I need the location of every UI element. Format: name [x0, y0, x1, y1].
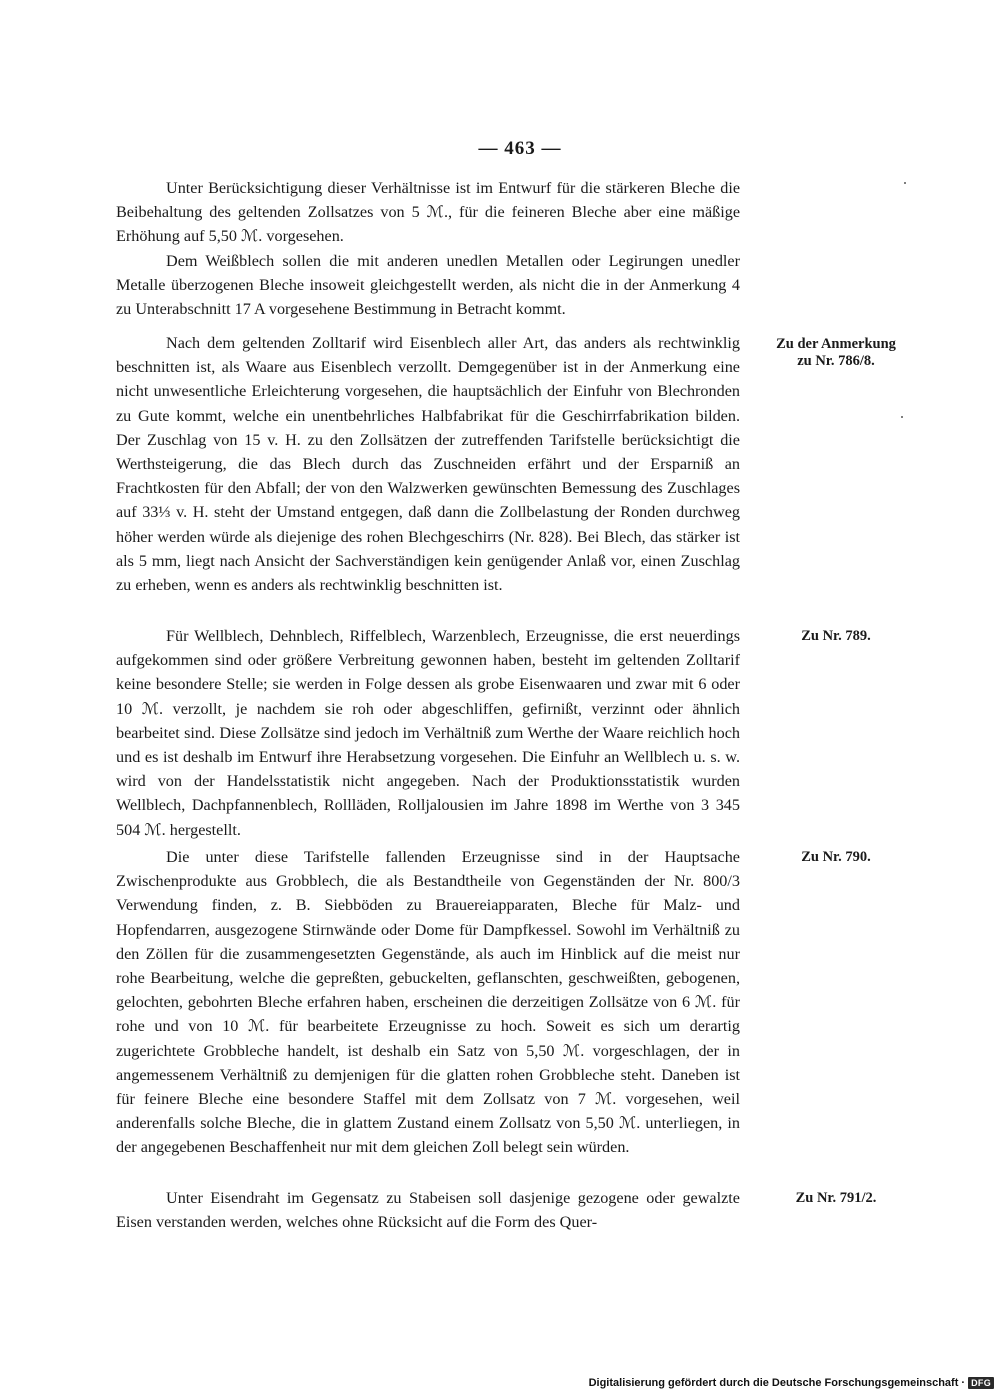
- text-block-1: [116, 176, 740, 321]
- margin-note: [760, 849, 912, 866]
- margin-note-line: zu Nr. 786/8.: [797, 353, 875, 369]
- paragraph: Unter Berücksichtigung dieser Verhältnisse ist im Entwurf für die stärkeren Bleche die Beibehaltung des geltenden Zollsatzes von 5 ℳ., für die feineren Bleche aber eine mäßige Erhöhung auf 5,50 ℳ. vorgesehen.: [116, 179, 740, 246]
- digitization-footer: [589, 1377, 994, 1389]
- margin-note-line: Zu Nr. 790.: [801, 849, 871, 865]
- paragraph: Für Wellblech, Dehnblech, Riffelblech, Warzenblech, Erzeugnisse, die erst neuerdings aufgekommen sind oder größere Verbreitung gewonnen haben, besteht im geltenden Zolltarif keine besondere Stelle; sie werden in Folge dessen als grobe Eisenwaaren und zwar mit 6 oder 10 ℳ. verzollt, je nachdem sie roh oder abgeschliffen, gefirnißt, verzinnt oder ähnlich bearbeitet sind. Diese Zollsätze sind jedoch im Verhältniß zum Werthe der Waare reichlich hoch und es ist deshalb im Entwurf ihre Herabsetzung vorgesehen. Die Einfuhr an Wellblech u. s. w. wird von der Handelsstatistik nicht angegeben. Nach der Produktionsstatistik wurden Wellblech, Dachpfannenblech, Rollläden, Rolljalousien im Jahre 1898 im Werthe von 3 345 504 ℳ. hergestellt.: [116, 627, 740, 839]
- footer-text: Digitalisierung gefördert durch die Deutsche Forschungsgemeinschaft ·: [588, 1377, 966, 1389]
- text-block-4: [116, 845, 740, 1160]
- margin-note: [760, 1190, 912, 1207]
- scan-speck: [904, 182, 906, 184]
- paragraph: Dem Weißblech sollen die mit anderen unedlen Metallen oder Legirungen unedler Metalle überzogenen Bleche insoweit gleichgestellt werden, als nicht die in der Anmerkung 4 zu Unterabschnitt 17 A vorgesehene Bestimmung in Betracht kommt.: [116, 251, 740, 319]
- margin-note: [760, 336, 912, 370]
- margin-note-line: Zu Nr. 791/2.: [795, 1190, 877, 1206]
- text-block-2: [116, 331, 740, 597]
- text-block-3: [116, 624, 740, 842]
- paragraph: Die unter diese Tarifstelle fallenden Erzeugnisse sind in der Hauptsache Zwischenprodukte aus Grobblech, die als Bestandtheile von Gegenständen der Nr. 800/3 Verwendung finden, z. B. Siebböden zu Brauereiapparaten, Bleche für Malz- und Hopfendarren, ausgezogene Stirnwände oder Dome für Dampfkessel. Sowohl im Verhältniß zu den Zöllen für die zusammengesetzten Gegenstände, als auch im Hinblick auf die meist nur rohe Bearbeitung, welche die gepreßten, gebuckelten, geflanschten, geschweißten, gebogenen, gelochten, gebohrten Bleche erfahren haben, erscheinen die derzeitigen Zollsätze von 6 ℳ. für rohe und von 10 ℳ. für bearbeitete Erzeugnisse zu hoch. Soweit es sich um derartig zugerichtete Grobbleche handelt, ist deshalb ein Satz von 5,50 ℳ. vorgeschlagen, der in angemessenem Verhältniß zu demjenigen für die glatten rohen Grobbleche steht. Daneben ist für feinere Bleche eine besondere Staffel mit dem Zollsatz von 7 ℳ. vorgesehen, weil anderenfalls solche Bleche, die in glattem Zustand einem Zollsatz von 5,50 ℳ. unterliegen, in der angegebenen Beschaffenheit nur mit dem gleichen Zoll belegt sein würden.: [116, 848, 740, 1157]
- margin-note: [760, 628, 912, 645]
- margin-note-line: Zu Nr. 789.: [801, 628, 871, 644]
- text-block-5: [116, 1186, 740, 1234]
- paragraph: Nach dem geltenden Zolltarif wird Eisenblech aller Art, das anders als rechtwinklig beschnitten ist, als Waare aus Eisenblech verzollt. Demgegenüber ist in der Anmerkung eine nicht unwesentliche Erleichterung vorgesehen, die hauptsächlich der Einfuhr von Blechronden zu Gute kommt, welche ein unentbehrliches Halbfabrikat für die Geschirrfabrikation bilden. Der Zuschlag von 15 v. H. zu den Zollsätzen der zutreffenden Tarifstelle berücksichtigt die Werthsteigerung, die das Blech durch das Zuschneiden erfährt und der Ersparniß an Frachtkosten für den Abfall; der von den Walzwerken gewünschten Bemessung des Zuschlages auf 33⅓ v. H. steht der Umstand entgegen, daß dann die Zollbelastung der Ronden durchweg höher werden würde als diejenige des rohen Blechgeschirrs (Nr. 828). Bei Blech, das stärker ist als 5 mm, liegt nach Ansicht der Sachverständigen kein genügender Anlaß vor, einen Zuschlag zu erheben, wenn es anders als rechtwinklig beschnitten ist.: [116, 334, 740, 595]
- margin-note-line: Zu der Anmerkung: [776, 336, 896, 352]
- paragraph: Unter Eisendraht im Gegensatz zu Stabeisen soll dasjenige gezogene oder gewalzte Eisen verstanden werden, welches ohne Rücksicht auf die Form des Quer-: [116, 1189, 740, 1232]
- scan-speck: [901, 416, 903, 418]
- page-number: — 463 —: [478, 138, 562, 159]
- dfg-logo: DFG: [968, 1377, 994, 1389]
